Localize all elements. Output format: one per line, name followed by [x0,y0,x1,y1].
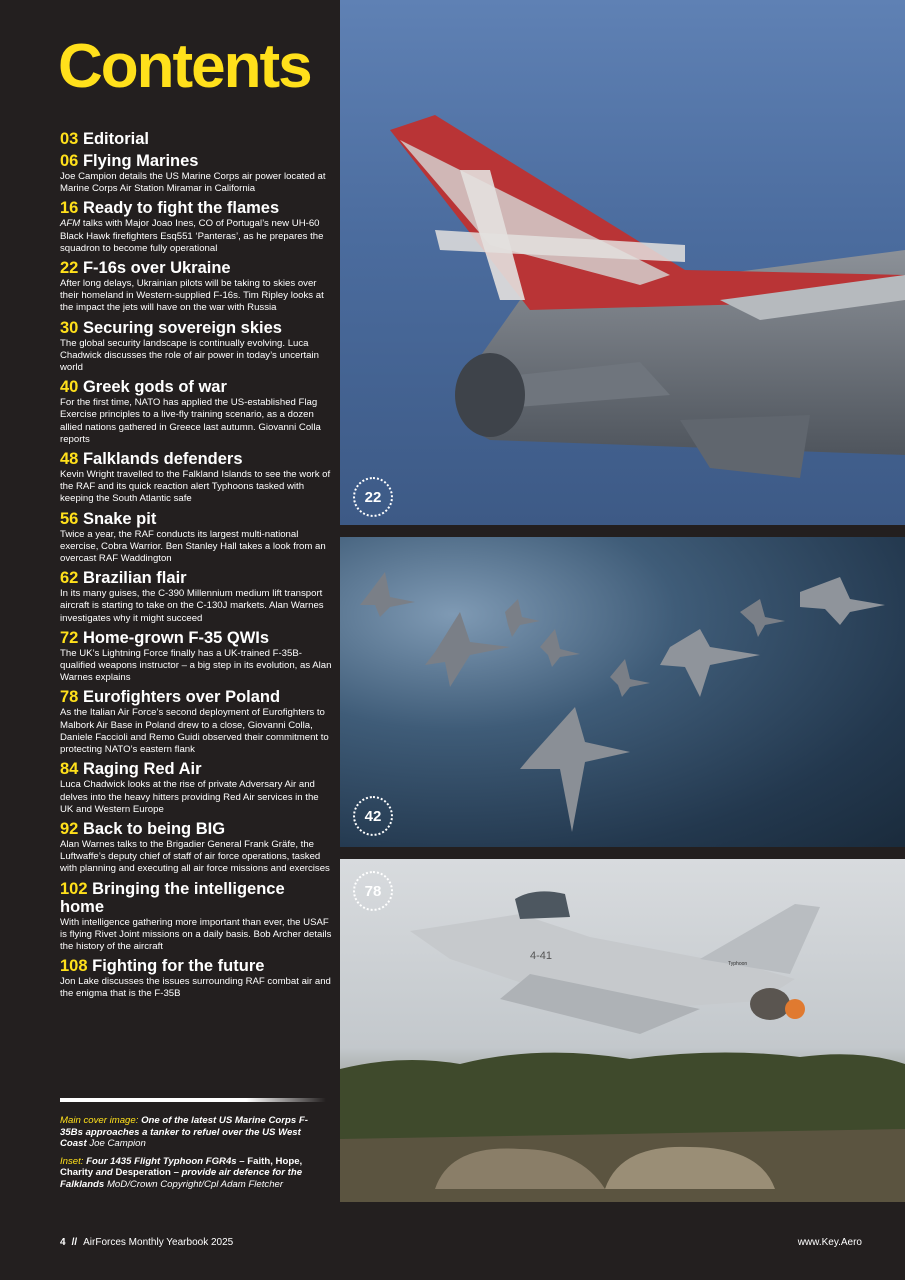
toc-description: Jon Lake discusses the issues surrounding RAF combat air and the enigma that is the F-35B [60,976,331,1000]
toc-entry[interactable] [60,629,332,685]
toc-page-number: 30 [60,318,79,337]
jet-tail-code: 4-41 [530,950,553,962]
toc-description: As the Italian Air Force’s second deployment of Eurofighters to Malbork Air Base in Poland drew to a close, Giovanni Colla, Daniele Faccioli and Remo Guidi observed their commitment to protecting NATO’s eastern flank [60,707,329,756]
toc-entry[interactable] [60,152,332,195]
toc-description: Joe Campion details the US Marine Corps air power located at Marine Corps Air Station Miramar in California [60,171,326,195]
credit-caption: and [93,1167,116,1179]
toc-title: Snake pit [82,509,157,528]
credit-label: Main cover image: [60,1115,139,1126]
divider [60,1098,326,1102]
toc-description: Luca Chadwick looks at the rise of private Adversary Air and delves into the heavy hitters providing Red Air services in the UK and Western Europe [60,779,319,815]
credit-photographer: Joe Campion [89,1138,146,1150]
credit-caption-names: Faith, Hope, Charity [60,1155,303,1179]
credit-caption: One of the latest US Marine Corps F-35Bs approaches a tanker to refuel over the US West Coast [60,1115,308,1150]
toc-description: With intelligence gathering more important than ever, the USAF is flying Rivet Joint missions on a daily basis. Bob Archer details the history of the aircraft [60,916,332,952]
toc-title: Bringing the intelligence home [60,879,285,916]
toc-page-number: 40 [60,378,79,397]
inset-credit [60,1156,330,1191]
toc-page-number: 92 [60,819,79,838]
toc-entry[interactable] [60,450,332,506]
toc-entry[interactable] [60,378,332,446]
page-badge: 78 [353,871,393,911]
toc-description: The global security landscape is continually evolving. Luca Chadwick discusses the role of air power in today’s uncertain world [60,337,319,374]
toc-page-number: 108 [60,957,88,976]
toc-entry[interactable] [60,259,332,315]
photo-formation-over-sea [340,537,905,847]
toc-description: Kevin Wright travelled to the Falkland Islands to see the work of the RAF and its quick reaction alert Typhoons tasked with keeping the South Atlantic safe [60,469,331,505]
page-badge: 42 [353,796,393,836]
toc-page-number: 03 [60,130,79,148]
toc-title: Fighting for the future [92,957,265,976]
toc-page-number: 16 [60,199,79,218]
toc-entry[interactable] [60,820,332,876]
publication-name: AirForces Monthly Yearbook 2025 [83,1237,234,1248]
credit-caption: – provide air defence for the Falklands [60,1167,303,1190]
toc-description: Twice a year, the RAF conducts its largest multi-national exercise, Cobra Warrior. Ben Stanley Hall takes a look from an overcast RAF Waddington [60,528,326,565]
toc-entry[interactable] [60,957,332,1000]
main-cover-credit [60,1115,330,1150]
toc-entry[interactable] [60,130,332,148]
footer-separator: // [71,1237,78,1248]
toc-title: Greek gods of war [82,378,227,397]
credit-caption-names: Desperation [115,1167,171,1179]
credit-caption: Four 1435 Flight Typhoon FGR4s – [86,1155,248,1167]
toc-entry[interactable] [60,319,332,375]
toc-description: In its many guises, the C-390 Millennium medium lift transport aircraft is starting to take on the C-130J markets. Alan Warnes investigates why it might succeed [60,588,324,624]
formation-illustration [340,537,905,847]
photo-f16-tail [340,0,905,525]
toc-title: Eurofighters over Poland [82,688,281,707]
toc-title: F-16s over Ukraine [82,259,231,278]
toc-title: Raging Red Air [82,760,202,779]
toc-title: Ready to fight the flames [82,199,280,218]
toc-entry[interactable] [60,688,332,756]
table-of-contents [60,130,332,1005]
toc-title: Falklands defenders [82,450,243,469]
toc-description-italic: AFM [60,218,81,230]
toc-description: The UK’s Lightning Force finally has a UK-trained F-35B-qualified weapons instructor – a big step in its evolution, as Alan Warnes explains [60,647,332,684]
toc-description-text: talks with Major Joao Ines, CO of Portugal’s new UH-60 Black Hawk firefighters Esq551 ‘Panteras’, as he prepares the squadron to become fully operational [60,218,324,254]
toc-title: Securing sovereign skies [82,318,282,337]
toc-entry[interactable] [60,569,332,625]
image-credits [60,1115,330,1197]
credit-photographer: MoD/Crown Copyright/Cpl Adam Fletcher [106,1178,284,1190]
toc-title: Home-grown F-35 QWIs [82,628,270,647]
toc-entry[interactable] [60,510,332,566]
toc-title: Editorial [82,130,149,148]
toc-title: Brazilian flair [82,569,187,588]
page-badge: 22 [353,477,393,517]
toc-page-number: 72 [60,628,79,647]
jet-fin-text: Typhoon [728,961,748,967]
toc-page-number: 102 [60,879,88,898]
f16-illustration [340,0,905,525]
toc-entry[interactable] [60,760,332,816]
toc-title: Flying Marines [82,152,199,170]
toc-description: Alan Warnes talks to the Brigadier General Frank Gräfe, the Luftwaffe’s deputy chief of staff of air force operations, tasked with planning and executing all air force missions and exercises [60,838,330,875]
toc-description: After long delays, Ukrainian pilots will be taking to skies over their homeland in Western-supplied F-16s. Tim Ripley looks at the impact the jets will have on the war with Russia [60,278,324,314]
toc-page-number: 06 [60,152,79,170]
eurofighter-illustration [340,859,905,1202]
toc-description: For the first time, NATO has applied the US-established Flag Exercise principles to a live-fly training scenario, as a dozen allied nations gathered in Greece last autumn. Giovanni Colla reports [60,397,321,445]
credit-label: Inset: [60,1155,84,1167]
toc-description [60,218,332,255]
toc-page-number: 84 [60,760,79,779]
toc-page-number: 78 [60,688,79,707]
toc-page-number: 56 [60,509,79,528]
toc-title: Back to being BIG [82,819,226,838]
photo-eurofighter-takeoff [340,859,905,1202]
page-title: Contents [58,32,311,101]
website-link[interactable]: www.Key.Aero [797,1237,862,1248]
toc-entry[interactable] [60,199,332,255]
footer-left [60,1237,233,1248]
toc-entry[interactable] [60,880,332,954]
toc-page-number: 62 [60,569,79,588]
toc-page-number: 22 [60,259,79,278]
page-number: 4 [60,1237,66,1248]
toc-page-number: 48 [60,450,79,469]
